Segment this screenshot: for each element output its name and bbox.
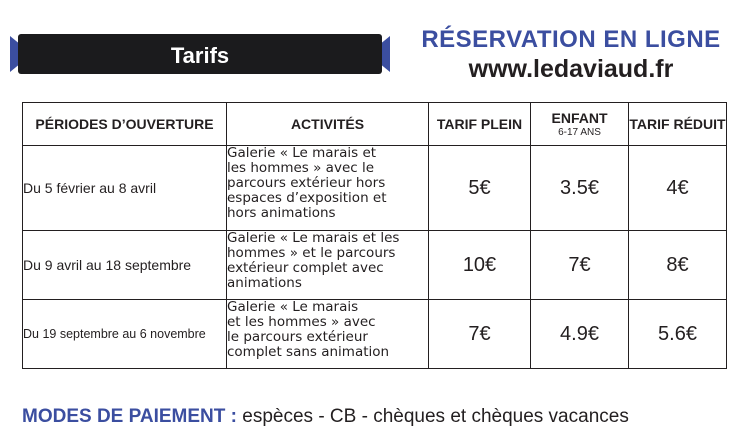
period-cell: Du 9 avril au 18 septembre bbox=[23, 231, 227, 300]
activity-line: les hommes » avec le bbox=[227, 160, 375, 176]
reduced-price-cell: 8€ bbox=[629, 231, 727, 300]
activity-line: extérieur complet avec bbox=[227, 260, 384, 276]
banner-title: Tarifs bbox=[170, 43, 230, 68]
activity-line: Galerie « Le marais bbox=[227, 299, 359, 315]
activity-line: le parcours extérieur bbox=[227, 329, 368, 345]
activity-cell bbox=[227, 300, 429, 369]
activity-line: animations bbox=[227, 275, 302, 291]
full-price-cell: 5€ bbox=[429, 146, 531, 231]
activity-line: parcours extérieur hors bbox=[227, 175, 386, 191]
activity-line: hors animations bbox=[227, 205, 336, 221]
payment-methods bbox=[22, 406, 629, 428]
reservation-block bbox=[410, 26, 732, 84]
payment-methods-text: espèces - CB - chèques et chèques vacances bbox=[237, 406, 629, 427]
activity-line: Galerie « Le marais et bbox=[227, 145, 377, 161]
table-row bbox=[23, 146, 727, 231]
table-row bbox=[23, 300, 727, 369]
activity-line: Galerie « Le marais et les bbox=[227, 230, 400, 246]
period-cell: Du 5 février au 8 avril bbox=[23, 146, 227, 231]
activity-cell bbox=[227, 146, 429, 231]
table-row bbox=[23, 231, 727, 300]
child-price-cell: 3.5€ bbox=[531, 146, 629, 231]
reduced-price-cell: 4€ bbox=[629, 146, 727, 231]
child-price-cell: 4.9€ bbox=[531, 300, 629, 369]
period-cell: Du 19 septembre au 6 novembre bbox=[23, 300, 227, 369]
payment-methods-label: MODES DE PAIEMENT : bbox=[22, 406, 237, 427]
activity-cell bbox=[227, 231, 429, 300]
activity-line: complet sans animation bbox=[227, 344, 390, 360]
reservation-title: RÉSERVATION EN LIGNE bbox=[421, 26, 721, 53]
header-period: PÉRIODES D’OUVERTURE bbox=[23, 103, 227, 146]
header-child-age: 6-17 ANS bbox=[558, 127, 601, 138]
activity-line: hommes » et le parcours bbox=[227, 245, 396, 261]
header-activities: ACTIVITÉS bbox=[227, 103, 429, 146]
tarifs-banner bbox=[10, 32, 390, 76]
full-price-cell: 7€ bbox=[429, 300, 531, 369]
header-child-price bbox=[531, 103, 629, 146]
table-header-row bbox=[23, 103, 727, 146]
header-reduced-price: TARIF RÉDUIT bbox=[629, 103, 727, 146]
child-price-cell: 7€ bbox=[531, 231, 629, 300]
activity-line: espaces d’exposition et bbox=[227, 190, 387, 206]
reduced-price-cell: 5.6€ bbox=[629, 300, 727, 369]
pricing-table bbox=[22, 102, 727, 369]
header-child-label: ENFANT bbox=[551, 110, 608, 126]
activity-line: et les hommes » avec bbox=[227, 314, 376, 330]
full-price-cell: 10€ bbox=[429, 231, 531, 300]
banner-bar bbox=[18, 34, 382, 74]
reservation-url-link[interactable]: www.ledaviaud.fr bbox=[468, 55, 674, 83]
header-full-price: TARIF PLEIN bbox=[429, 103, 531, 146]
